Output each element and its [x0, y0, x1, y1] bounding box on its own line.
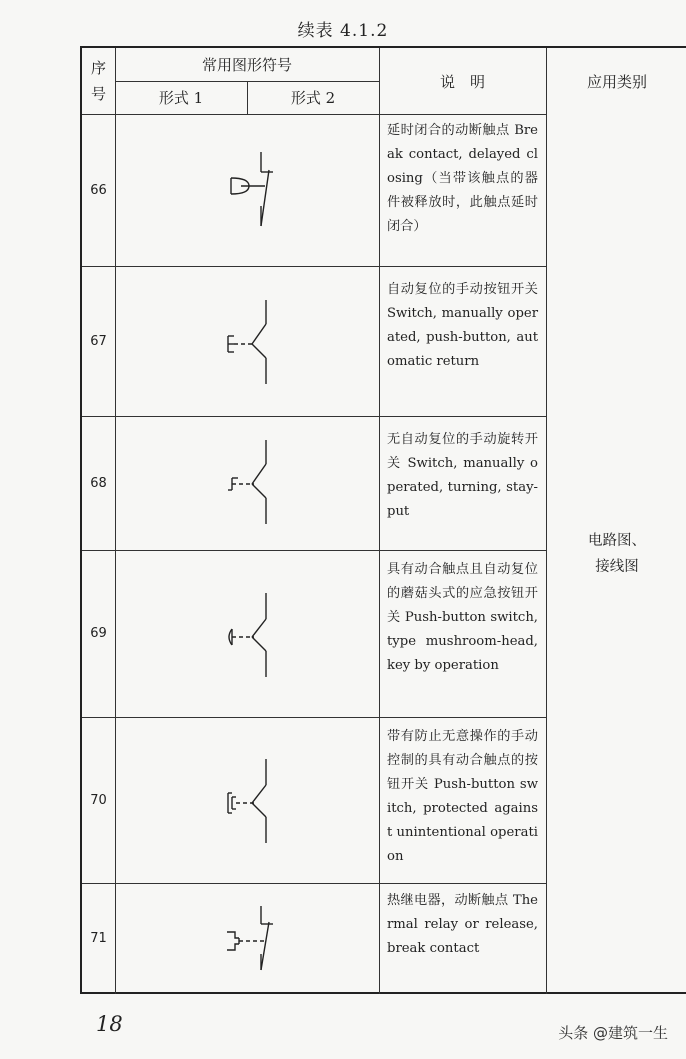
- row-description: 热继电器，动断触点 Thermal relay or release, break contact: [387, 893, 538, 956]
- row-description: 无自动复位的手动旋转开关 Switch, manually operated, turning, stay-put: [387, 432, 538, 519]
- header-seq: [82, 48, 115, 114]
- break-contact-delayed-closing-icon: [221, 150, 281, 230]
- symbol-table: [80, 46, 686, 994]
- header-form2: 形式 2: [290, 89, 336, 107]
- row-description: 带有防止无意操作的手动控制的具有动合触点的按钮开关 Push-button switch, protected against unintentional operation: [387, 729, 538, 864]
- symbol-cell: [115, 883, 379, 994]
- row-description: 自动复位的手动按钮开关 Switch, manually operated, push-button, automatic return: [387, 282, 538, 369]
- row-number: 70: [90, 792, 107, 808]
- row-number: 67: [90, 333, 107, 349]
- thermal-relay-break-contact-icon: [221, 904, 281, 974]
- mushroom-head-button-icon: [222, 589, 282, 679]
- row-description: 具有动合触点且自动复位的蘑菇头式的应急按钮开关 Push-button switch, type mushroom-head, key by operation: [387, 562, 538, 673]
- table-caption: 续表 4.1.2: [297, 21, 389, 41]
- application-value: 电路图、 接线图: [588, 533, 646, 575]
- header-symbols: 常用图形符号: [201, 56, 292, 74]
- row-number: 66: [90, 182, 107, 198]
- row-number: 71: [90, 931, 107, 946]
- symbol-cell: [115, 550, 379, 717]
- turning-switch-stay-put-icon: [222, 438, 282, 528]
- row-number: 68: [90, 475, 107, 491]
- page-number: 18: [96, 1012, 123, 1036]
- symbol-cell: [115, 717, 379, 883]
- header-form1: 形式 1: [158, 89, 204, 107]
- watermark: 头条 @建筑一生: [558, 1024, 668, 1042]
- symbol-cell: [115, 266, 379, 416]
- symbol-cell: [115, 114, 379, 266]
- header-description: 说 明: [439, 72, 485, 91]
- header-seq-line1: 序: [90, 59, 106, 77]
- protected-push-button-icon: [222, 755, 282, 845]
- header-application: 应用类别: [586, 72, 647, 91]
- push-button-auto-return-icon: [222, 296, 282, 386]
- symbol-cell: [115, 416, 379, 550]
- row-description: 延时闭合的动断触点 Break contact, delayed closing（当带该触点的器件被释放时，此触点延时闭合）: [387, 123, 538, 234]
- row-number: 69: [90, 626, 107, 641]
- header-seq-line2: 号: [90, 85, 106, 103]
